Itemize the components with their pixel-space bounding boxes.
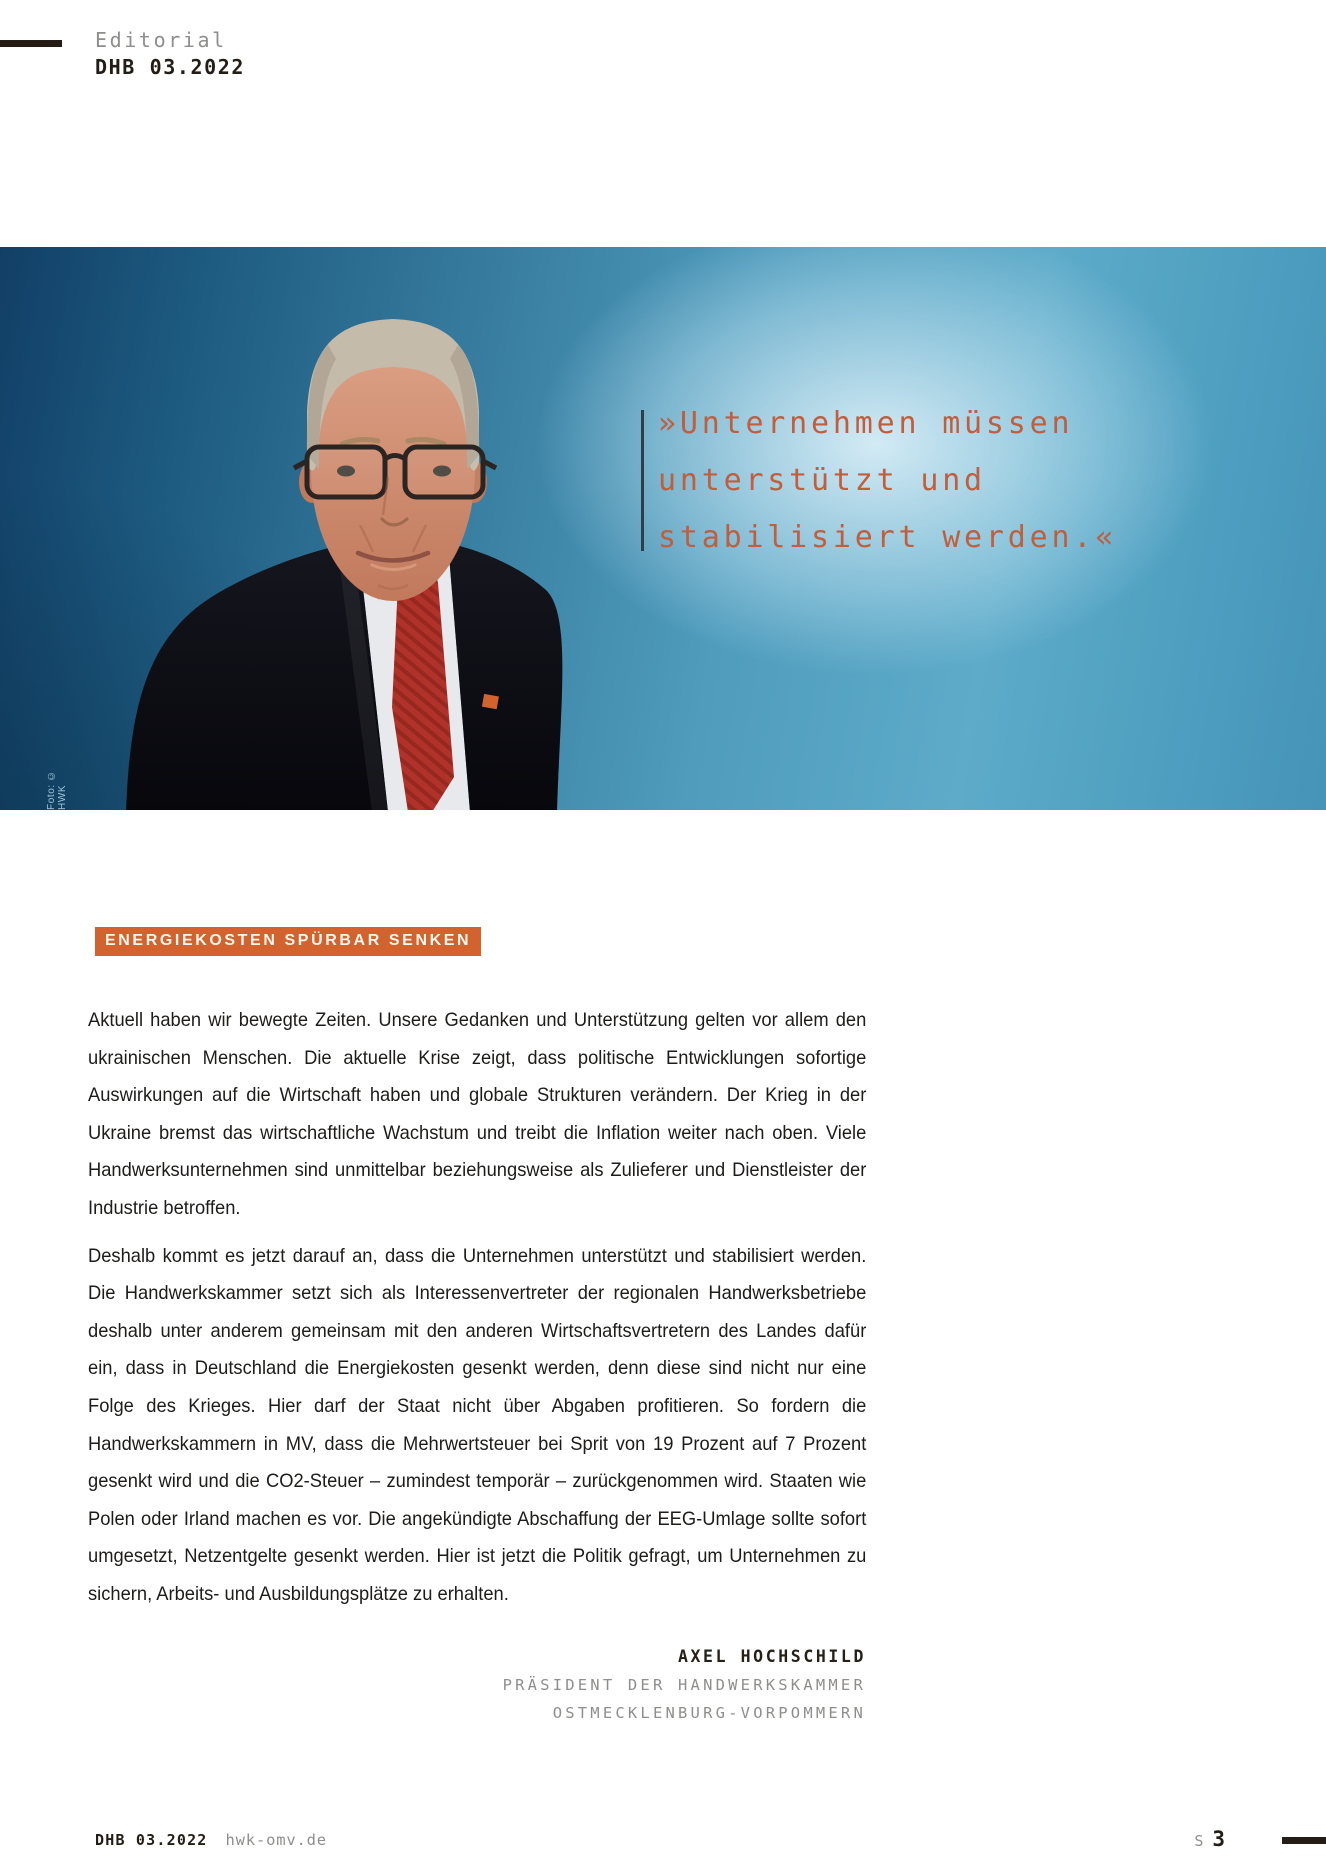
article-paragraph: Deshalb kommt es jetzt darauf an, dass die Unternehmen unterstützt und stabilisiert werden. Die Handwerkskammer setzt sich als Interessenvertreter der regionalen Handwerksbetriebe deshalb unter anderem gemeinsam mit den anderen Wirtschaftsvertretern des Landes dafür ein, dass in Deutschland die Energiekosten gesenkt werden, denn diese sind nicht nur eine Folge des Krieges. Hier darf der Staat nicht über Abgaben profitieren. So fordern die Handwerkskammern in MV, dass die Mehrwertsteuer bei Sprit von 19 Prozent auf 7 Prozent gesenkt wird und die CO2-Steuer – zumindest temporär – zurückgenommen wird. Staaten wie Polen oder Irland machen es vor. Die angekündigte Abschaffung der EEG-Umlage sollte sofort umgesetzt, Netzentgelte gesenkt werden. Hier ist jetzt die Politik gefragt, um Unternehmen zu sichern, Arbeits- und Ausbildungsplätze zu erhalten.	[88, 1244, 867, 1605]
article-paragraph: Aktuell haben wir bewegte Zeiten. Unsere Gedanken und Unterstützung gelten vor allem den ukrainischen Menschen. Die aktuelle Krise zeigt, dass politische Entwicklungen sofortige Auswirkungen auf die Wirtschaft haben und globale Strukturen verändern. Der Krieg in der Ukraine bremst das wirtschaftliche Wachstum und treibt die Inflation weiter nach oben. Viele Handwerksunternehmen sind unmittelbar beziehungsweise als Zulieferer und Dienstleister der Industrie betroffen.	[88, 1009, 867, 1219]
signature-role: PRÄSIDENT DER HANDWERKSKAMMER	[502, 1676, 866, 1694]
section-badge: ENERGIEKOSTEN SPÜRBAR SENKEN	[95, 927, 481, 956]
hero-photo	[0, 247, 1326, 810]
article-body	[88, 1002, 866, 1624]
pull-quote	[658, 395, 1117, 566]
signature-name: AXEL HOCHSCHILD	[677, 1647, 866, 1666]
footer-website-link[interactable]: hwk-omv.de	[225, 1831, 327, 1849]
footer-rule	[1282, 1837, 1326, 1844]
lapel-pin	[482, 694, 499, 709]
signature-block	[503, 1643, 866, 1727]
section-label: Editorial	[95, 28, 227, 52]
photo-credit: Foto: © HWK	[46, 769, 68, 810]
page-number: 3	[1212, 1827, 1225, 1851]
quote-line: »Unternehmen müssen	[658, 406, 1074, 441]
page-label: S	[1194, 1832, 1205, 1850]
issue-label: DHB 03.2022	[95, 55, 246, 79]
quote-rule	[641, 410, 644, 551]
footer-issue: DHB 03.2022	[95, 1831, 208, 1849]
footer	[95, 1831, 327, 1849]
page-indicator	[1194, 1827, 1225, 1851]
portrait-photo	[120, 247, 670, 810]
quote-line: stabilisiert werden.«	[658, 520, 1118, 555]
masthead-rule	[0, 40, 62, 47]
signature-region: OSTMECKLENBURG-VORPOMMERN	[552, 1704, 866, 1722]
quote-line: unterstützt und	[658, 463, 986, 498]
